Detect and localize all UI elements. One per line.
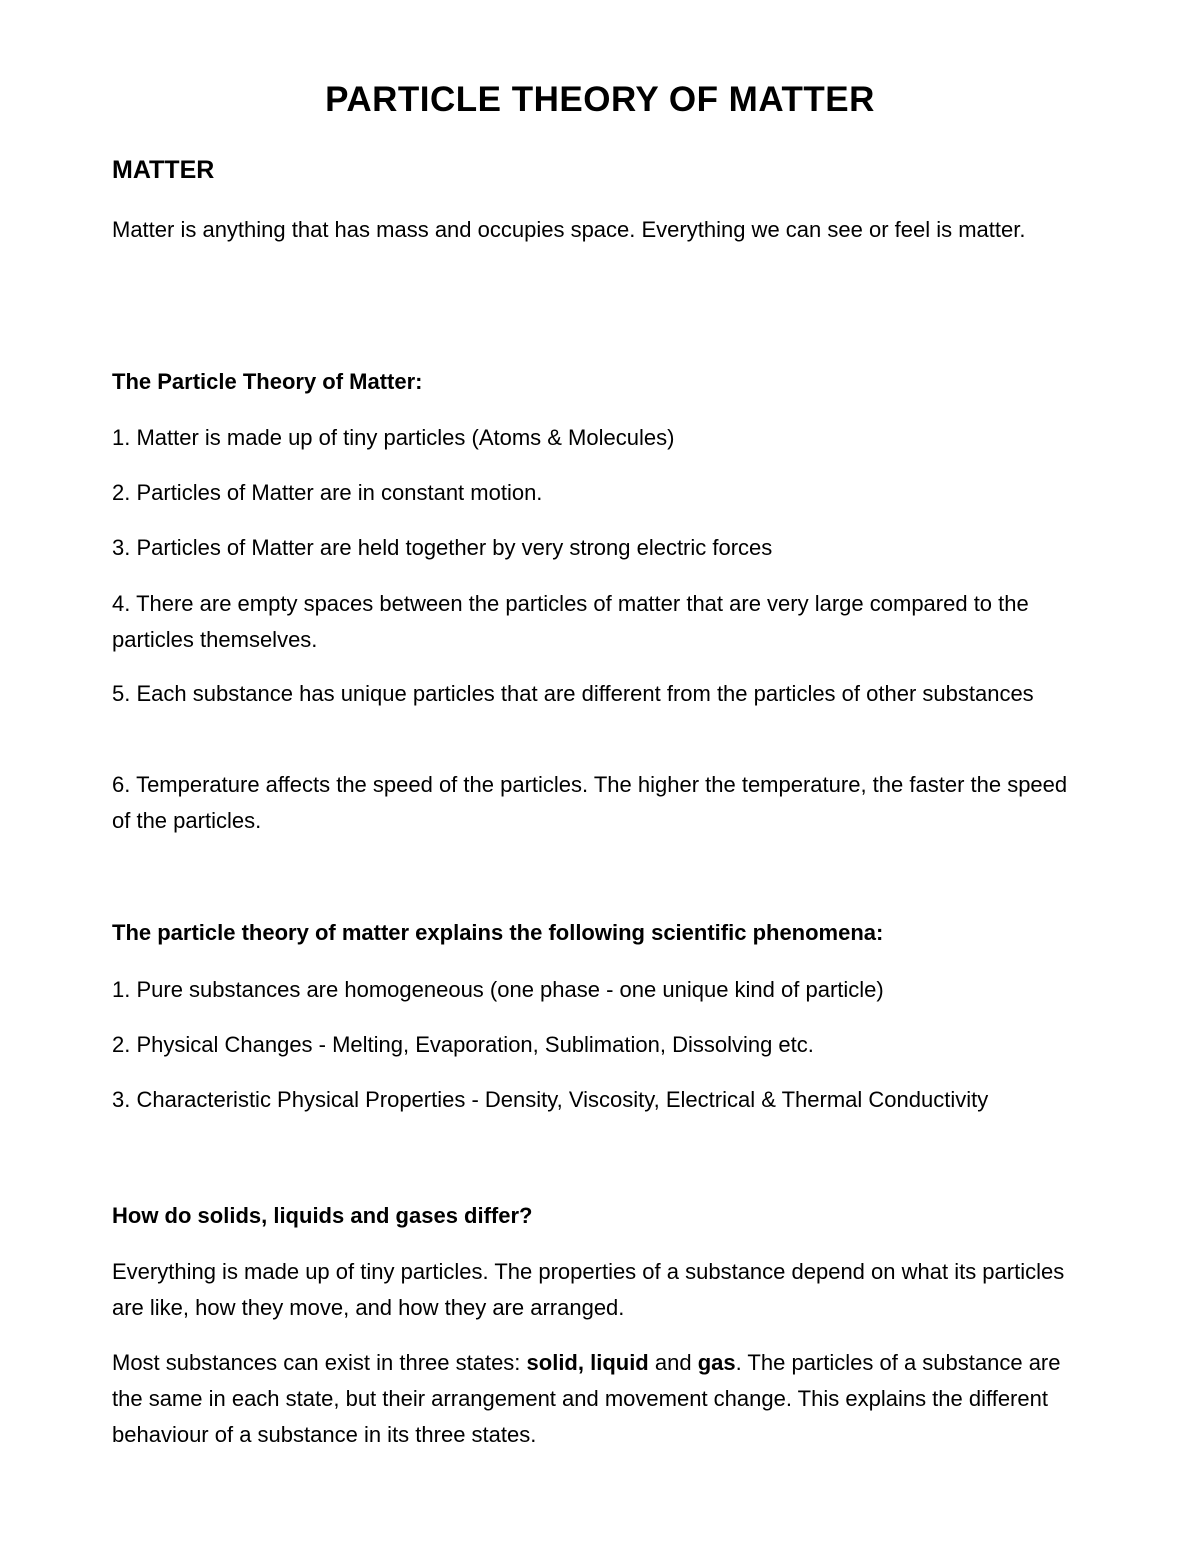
theory-point: 1. Matter is made up of tiny particles (Atoms & Molecules): [112, 425, 675, 450]
theory-heading: The Particle Theory of Matter:: [112, 369, 423, 394]
theory-point: 2. Particles of Matter are in constant motion.: [112, 480, 543, 505]
theory-point: 5. Each substance has unique particles that are different from the particles of other substances: [112, 681, 1034, 706]
phenomena-point: 2. Physical Changes - Melting, Evaporation, Sublimation, Dissolving etc.: [112, 1032, 814, 1057]
document-title: PARTICLE THEORY OF MATTER: [325, 80, 875, 119]
states-bold-gas: gas: [697, 1350, 736, 1375]
phenomena-heading: The particle theory of matter explains the following scientific phenomena:: [112, 920, 884, 945]
states-bold-solid-liquid: solid, liquid: [526, 1350, 649, 1375]
phenomena-point: 1. Pure substances are homogeneous (one phase - one unique kind of particle): [112, 977, 884, 1002]
states-and: and: [648, 1350, 698, 1375]
matter-definition: Matter is anything that has mass and occupies space. Everything we can see or feel is matter.: [112, 217, 1026, 242]
theory-point: 3. Particles of Matter are held together by very strong electric forces: [112, 535, 773, 560]
states-intro: Most substances can exist in three states:: [112, 1350, 527, 1375]
matter-heading: MATTER: [112, 156, 215, 184]
theory-point: 4. There are empty spaces between the particles of matter that are very large compared to the particles themselves.: [112, 591, 1029, 652]
states-paragraph-2: [112, 1345, 1072, 1453]
theory-point: 6. Temperature affects the speed of the particles. The higher the temperature, the faster the speed of the particles.: [112, 772, 1068, 833]
states-paragraph-1: Everything is made up of tiny particles. The properties of a substance depend on what its particles are like, how they move, and how they are arranged.: [112, 1259, 1065, 1320]
states-rest: . The particles of a substance are the same in each state, but their arrangement and movement change. This explains the different behaviour of a substance in its three states.: [112, 1350, 1061, 1447]
states-heading: How do solids, liquids and gases differ?: [112, 1203, 533, 1228]
phenomena-point: 3. Characteristic Physical Properties - Density, Viscosity, Electrical & Thermal Conductivity: [112, 1087, 989, 1112]
